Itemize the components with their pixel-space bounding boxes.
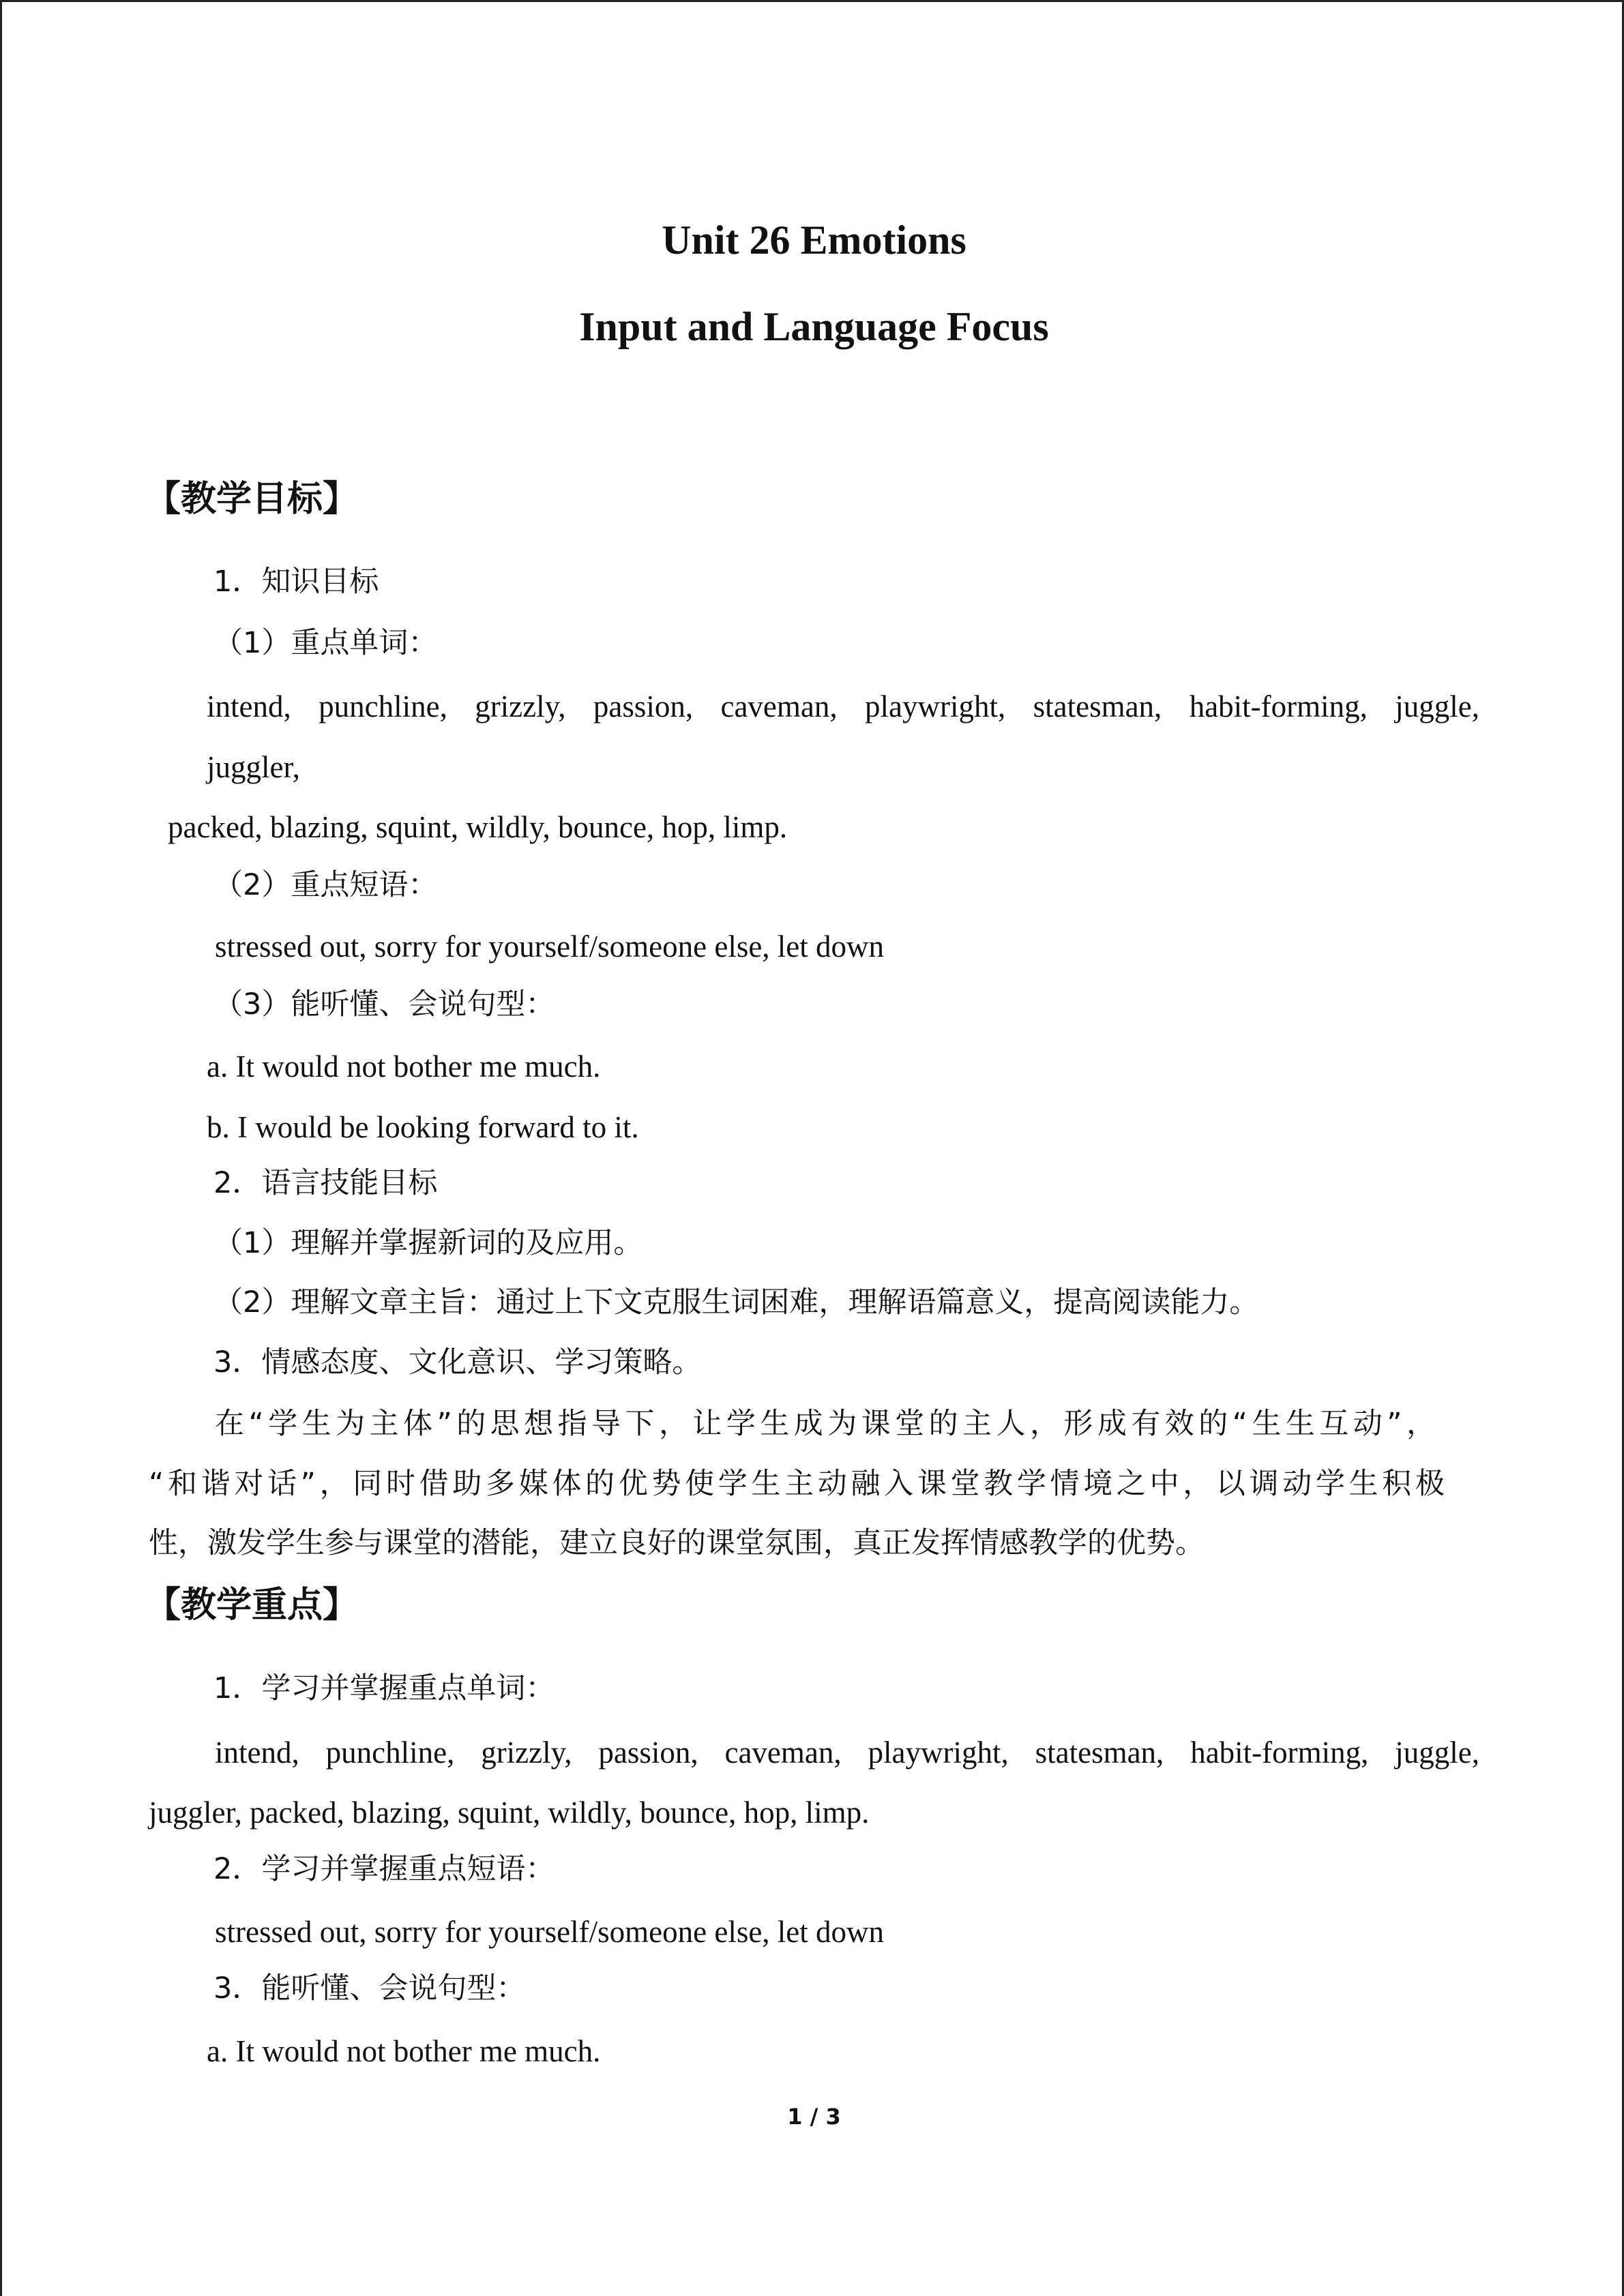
focus-words-line-2: juggler, packed, blazing, squint, wildly, bounce, hop, limp. [149,1795,870,1830]
skills-item-1: （1）理解并掌握新词的及应用。 [213,1226,643,1260]
emotion-paragraph-line-2: “和谐对话”，同时借助多媒体的优势使学生主动融入课堂教学情境之中，以调动学生积极 [149,1467,1445,1501]
focus-sentence-a: a. It would not bother me much. [207,2034,601,2068]
key-phrases: stressed out, sorry for yourself/someone else, let down [215,929,885,964]
sentence-a: a. It would not bother me much. [207,1049,601,1084]
focus-words-line-1: intend, punchline, grizzly, passion, caveman, playwright, statesman, habit-forming, juggle, [215,1735,1479,1770]
sentences-label: （3）能听懂、会说句型： [213,987,555,1022]
document-title: Unit 26 Emotions [662,218,966,263]
skills-item-2: （2）理解文章主旨：通过上下文克服生词困难，理解语篇意义，提高阅读能力。 [213,1285,1259,1320]
focus-phrases: stressed out, sorry for yourself/someone else, let down [215,1915,885,1949]
key-words-label: （1）重点单词： [213,626,438,660]
section-heading-teaching-goals: 【教学目标】 [145,479,359,520]
key-phrases-label: （2）重点短语： [213,868,438,902]
key-words-line-2: juggler, [207,750,300,784]
emotion-paragraph-line-1: 在“学生为主体”的思想指导下，让学生成为课堂的主人，形成有效的“生生互动”， [215,1407,1436,1441]
sentence-b: b. I would be looking forward to it. [207,1110,639,1144]
knowledge-goal: 1．知识目标 [213,565,379,599]
emotion-paragraph-line-3: 性，激发学生参与课堂的潜能，建立良好的课堂氛围，真正发挥情感教学的优势。 [149,1526,1205,1560]
skills-goal: 2．语言技能目标 [213,1166,438,1200]
emotion-goal: 3．情感态度、文化意识、学习策略。 [213,1345,702,1380]
focus-item-3: 3．能听懂、会说句型： [213,1971,526,2006]
focus-item-1: 1．学习并掌握重点单词： [213,1671,555,1705]
key-words-line-1: intend, punchline, grizzly, passion, caveman, playwright, statesman, habit-forming, juggle, [207,689,1479,724]
key-words-line-3: packed, blazing, squint, wildly, bounce, hop, limp. [168,810,788,844]
section-heading-teaching-focus: 【教学重点】 [145,1585,359,1626]
document-subtitle: Input and Language Focus [579,304,1049,349]
focus-item-2: 2．学习并掌握重点短语： [213,1852,555,1886]
page-number: 1 / 3 [787,2104,841,2130]
